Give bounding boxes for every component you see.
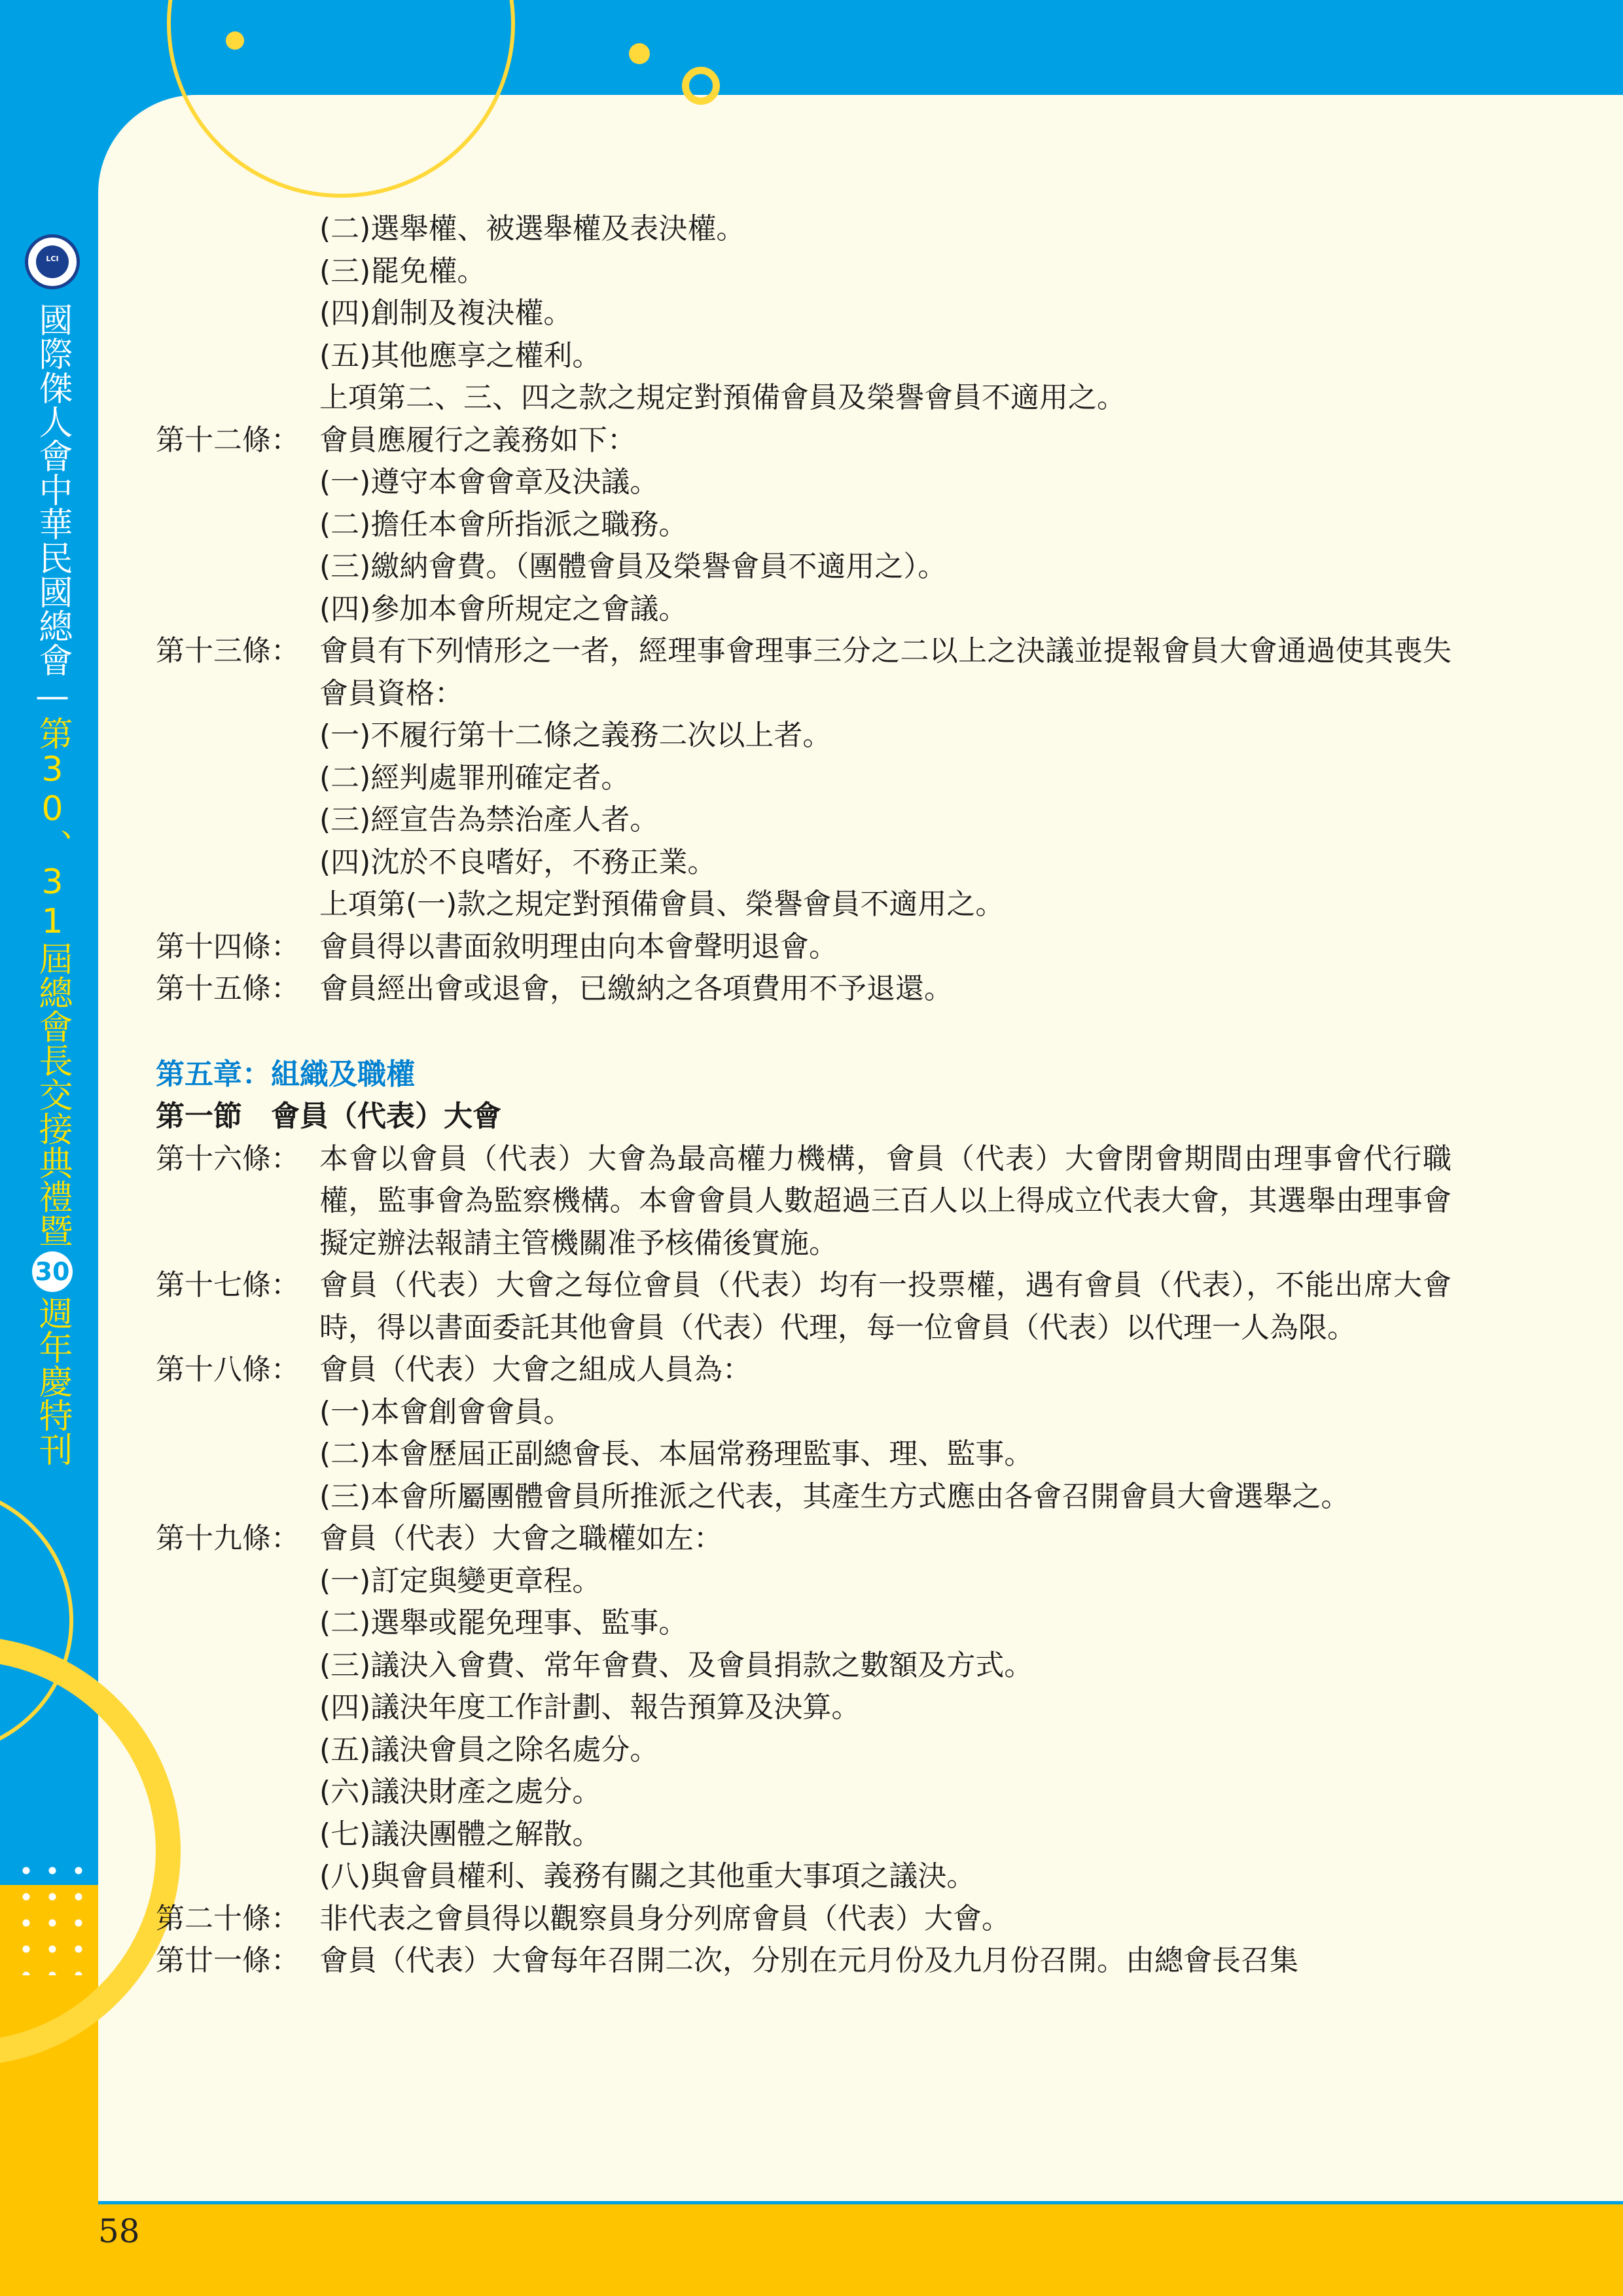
article-text: 非代表之會員得以觀察員身分列席會員（代表）大會。 (319, 1901, 1010, 1935)
page-number: 58 (98, 2212, 140, 2250)
decor-dot-grid (13, 1857, 98, 1975)
title-dash: — (33, 677, 72, 716)
article-label: 第十九條： (156, 1522, 300, 1555)
title-part1: 國際傑人會中華民國總會 (33, 302, 72, 677)
list-item: (二)經判處罪刑確定者。 (319, 761, 630, 795)
clause-note: 上項第(一)款之規定對預備會員、榮譽會員不適用之。 (319, 888, 1005, 921)
article-label: 第十二條： (156, 423, 300, 457)
article-label: 第廿一條： (156, 1944, 300, 1977)
article (156, 968, 1452, 1011)
article-text: 會員（代表）大會每年召開二次，分別在元月份及九月份召開。由總會長召集 (319, 1944, 1298, 1977)
list-item: (三)議決入會費、常年會費、及會員捐款之數額及方式。 (319, 1648, 1033, 1682)
list-item: (五)其他應享之權利。 (319, 338, 601, 372)
article (156, 630, 1452, 715)
article-label: 第十四條： (156, 929, 300, 963)
article-label: 第十八條： (156, 1353, 300, 1386)
list-item: (三)繳納會費。（團體會員及榮譽會員不適用之）。 (319, 550, 947, 583)
list-item: (三)罷免權。 (319, 254, 486, 288)
article-text: 會員（代表）大會之組成人員為： (319, 1353, 751, 1386)
decor-ring-small (682, 67, 720, 105)
article-text: 會員應履行之義務如下： (319, 423, 636, 457)
bottom-band (0, 2204, 1623, 2296)
list-item: (一)訂定與變更章程。 (319, 1564, 601, 1598)
article (156, 1940, 1452, 1982)
article-label: 第二十條： (156, 1901, 300, 1935)
article-text: 會員（代表）大會之職權如左： (319, 1522, 722, 1555)
list-item: (四)沈於不良嗜好，不務正業。 (319, 845, 717, 879)
article (156, 926, 1452, 969)
article (156, 1518, 1452, 1560)
list-item: (八)與會員權利、義務有關之其他重大事項之議決。 (319, 1859, 976, 1893)
article (156, 1349, 1452, 1391)
organization-logo (25, 234, 80, 289)
article-text: 會員（代表）大會之每位會員（代表）均有一投票權，遇有會員（代表），不能出席大會時，得以書面委託其他會員（代表）代理，每一位會員（代表）以代理一人為限。 (319, 1268, 1452, 1344)
article-text: 會員經出會或退會，已繳納之各項費用不予退還。 (319, 972, 953, 1005)
list-item: (一)遵守本會會章及決議。 (319, 465, 659, 499)
article-text: 本會以會員（代表）大會為最高權力機構，會員（代表）大會閉會期間由理事會代行職權，監事會為監察機構。本會會員人數超過三百人以上得成立代表大會，其選舉由理事會擬定辦法報請主管機關准予核備後實施。 (319, 1141, 1452, 1260)
article-text: 會員得以書面敘明理由向本會聲明退會。 (319, 929, 838, 963)
list-item: (二)選舉權、被選舉權及表決權。 (319, 212, 745, 245)
article (156, 420, 1452, 462)
article (156, 1138, 1452, 1265)
list-item: (二)本會歷屆正副總會長、本屆常務理監事、理、監事。 (319, 1437, 1033, 1471)
article-label: 第十六條： (156, 1141, 300, 1175)
list-item: (一)不履行第十二條之義務二次以上者。 (319, 719, 832, 752)
list-item: (二)擔任本會所指派之職務。 (319, 507, 688, 541)
sidebar-vertical-title (26, 302, 79, 1466)
anniversary-badge: 30 (32, 1251, 73, 1292)
article-label: 第十五條： (156, 972, 300, 1005)
title-part3: 週年慶特刊 (33, 1296, 72, 1466)
list-item: (四)創制及複決權。 (319, 296, 573, 330)
article-label: 第十三條： (156, 634, 300, 668)
document-body (156, 208, 1452, 1982)
article (156, 1898, 1452, 1941)
list-item: (四)議決年度工作計劃、報告預算及決算。 (319, 1691, 861, 1724)
list-item: (二)選舉或罷免理事、監事。 (319, 1606, 688, 1640)
list-item: (七)議決團體之解散。 (319, 1817, 601, 1851)
list-item: (五)議決會員之除名處分。 (319, 1732, 659, 1767)
decor-dot (629, 43, 650, 64)
section-heading: 第一節 會員（代表）大會 (156, 1100, 501, 1133)
article (156, 1265, 1452, 1349)
clause-note: 上項第二、三、四之款之規定對預備會員及榮譽會員不適用之。 (319, 381, 1126, 414)
list-item: (三)本會所屬團體會員所推派之代表，其產生方式應由各會召開會員大會選舉之。 (319, 1479, 1350, 1513)
title-part2: 第30、31屆總會長交接典禮暨 (33, 716, 72, 1247)
logo-text: LCI (46, 255, 59, 263)
list-item: (一)本會創會會員。 (319, 1395, 573, 1429)
decor-dot (226, 31, 244, 50)
article-label: 第十七條： (156, 1268, 300, 1302)
list-item: (六)議決財產之處分。 (319, 1775, 601, 1808)
logo-emblem (36, 245, 69, 278)
chapter-heading: 第五章：組織及職權 (156, 1057, 415, 1091)
list-item: (四)參加本會所規定之會議。 (319, 592, 688, 626)
list-item: (三)經宣告為禁治產人者。 (319, 803, 659, 836)
article-text: 會員有下列情形之一者，經理事會理事三分之二以上之決議並提報會員大會通過使其喪失會員資格： (319, 634, 1452, 710)
